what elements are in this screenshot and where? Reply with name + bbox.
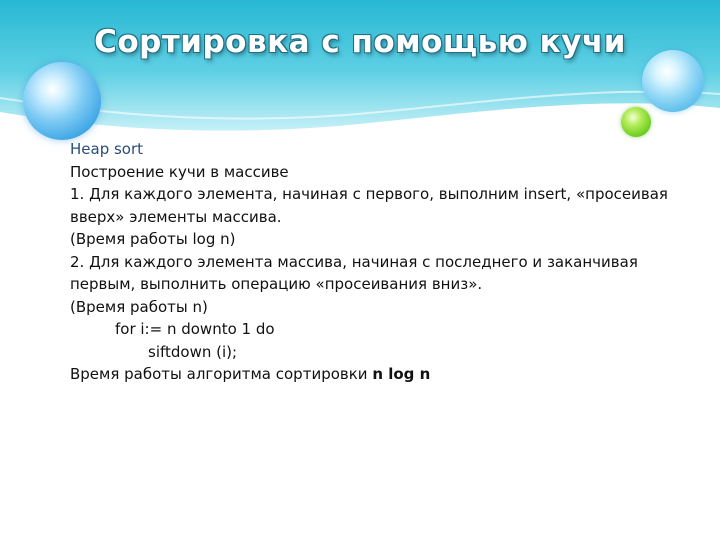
body-line-step-2-complexity: (Время работы n)	[70, 297, 208, 316]
result-text: Время работы алгоритма сортировки	[70, 365, 373, 383]
result-complexity: n log n	[372, 365, 431, 383]
header-wave-background	[0, 0, 720, 150]
slide-subtitle: Heap sort	[70, 140, 144, 158]
slide-header	[0, 0, 720, 150]
code-line-siftdown: siftdown (i);	[148, 342, 238, 361]
body-line-heap-build: Построение кучи в массиве	[70, 162, 289, 181]
body-line-step-2: 2. Для каждого элемента массива, начиная с последнего и заканчивая первым, выполнить операцию «просеивания вниз».	[70, 252, 638, 293]
decorative-bubble-blue-left	[23, 62, 101, 140]
code-line-loop: for i:= n downto 1 do	[115, 320, 275, 338]
slide-title: Сортировка с помощью кучи	[94, 24, 626, 60]
body-line-step-1: 1. Для каждого элемента, начиная с первого, выполним insert, «просеивая вверх» элементы массива.	[70, 185, 668, 226]
decorative-bubble-blue-right	[642, 50, 704, 112]
slide-body	[70, 138, 680, 386]
body-line-step-1-complexity: (Время работы log n)	[70, 230, 236, 248]
result-line	[70, 363, 680, 386]
decorative-bubble-green	[621, 107, 651, 137]
